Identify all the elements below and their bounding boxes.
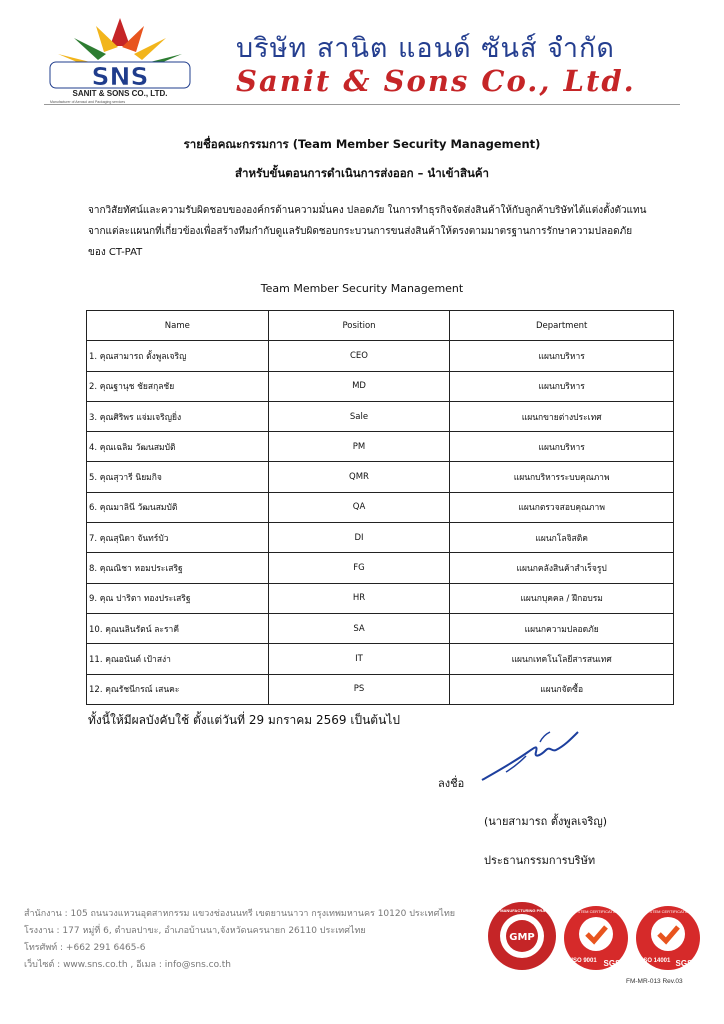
iso-9001-badge bbox=[562, 904, 630, 972]
footer-factory: โรงงาน : 177 หมู่ที่ 6, ตำบลปาขะ, อำเภอบ้านนา,จังหวัดนครนายก 26110 ประเทศไทย bbox=[24, 926, 366, 936]
table-row bbox=[87, 583, 674, 613]
company-name-en: Sanit & Sons Co., Ltd. bbox=[236, 64, 636, 98]
company-logo bbox=[44, 14, 196, 104]
member-department: แผนกบริหารระบบคุณภาพ bbox=[450, 462, 674, 492]
svg-text:ISO 9001: ISO 9001 bbox=[571, 958, 597, 964]
member-department: แผนกเทคโนโลยีสารสนเทศ bbox=[450, 644, 674, 674]
member-name: 5. คุณสุวารี นิยมกิจ bbox=[87, 462, 269, 492]
table-row bbox=[87, 553, 674, 583]
svg-text:SYSTEM CERTIFICATION: SYSTEM CERTIFICATION bbox=[572, 909, 620, 914]
member-position: Sale bbox=[268, 401, 450, 431]
table-row bbox=[87, 401, 674, 431]
intro-line: จากแต่ละแผนกที่เกี่ยวข้องเพื่อสร้างทีมกำกับดูแลรับผิดชอบกระบวนการขนส่งสินค้าให้ตรงตามมาตรฐานการรักษาความปลอดภัย bbox=[88, 226, 633, 237]
svg-text:GOOD MANUFACTURING PRACTICE: GOOD MANUFACTURING PRACTICE bbox=[486, 908, 558, 913]
svg-text:ISO 14001: ISO 14001 bbox=[641, 958, 671, 964]
header-name: Name bbox=[87, 311, 269, 341]
member-department: แผนกบริหาร bbox=[450, 341, 674, 371]
table-row bbox=[87, 492, 674, 522]
intro-line: ของ CT-PAT bbox=[88, 247, 143, 258]
member-position: PS bbox=[268, 674, 450, 704]
sign-label: ลงชื่อ bbox=[438, 777, 465, 790]
letterhead bbox=[0, 0, 724, 112]
member-position: QMR bbox=[268, 462, 450, 492]
member-name: 12. คุณรัชนีกรณ์ เสนคะ bbox=[87, 674, 269, 704]
member-department: แผนกบริหาร bbox=[450, 371, 674, 401]
header-position: Position bbox=[268, 311, 450, 341]
header-divider bbox=[44, 104, 680, 105]
document-subtitle: สำหรับขั้นตอนการดำเนินการส่งออก – นำเข้าสินค้า bbox=[234, 166, 490, 180]
member-name: 11. คุณอนันต์ เป้าสง่า bbox=[87, 644, 269, 674]
svg-text:SANIT & SONS CO., LTD.: SANIT & SONS CO., LTD. bbox=[72, 89, 168, 98]
member-position: SA bbox=[268, 613, 450, 643]
svg-text:SGS: SGS bbox=[675, 959, 693, 968]
signer-name: (นายสามารถ ตั้งพูลเจริญ) bbox=[484, 815, 608, 828]
logo-tagline: Manufacturer of Aerosol and Packaging services bbox=[50, 100, 126, 104]
logo-graphic bbox=[44, 14, 196, 98]
effective-statement: ทั้งนี้ให้มีผลบังคับใช้ ตั้งแต่วันที่ 29 มกราคม 2569 เป็นต้นไป bbox=[88, 713, 400, 727]
footer-address bbox=[24, 906, 455, 974]
table-row bbox=[87, 462, 674, 492]
member-position: HR bbox=[268, 583, 450, 613]
table-row bbox=[87, 613, 674, 643]
document-title: รายชื่อคณะกรรมการ (Team Member Security Management) bbox=[183, 137, 541, 151]
member-department: แผนกตรวจสอบคุณภาพ bbox=[450, 492, 674, 522]
svg-text:SNS: SNS bbox=[91, 62, 149, 91]
table-row bbox=[87, 341, 674, 371]
member-department: แผนกโลจิสติค bbox=[450, 523, 674, 553]
intro-paragraph bbox=[88, 200, 684, 263]
member-name: 8. คุณณิชา หอมประเสริฐ bbox=[87, 553, 269, 583]
signature-image bbox=[476, 722, 582, 784]
member-name: 4. คุณเฉลิม วัฒนสมบัติ bbox=[87, 432, 269, 462]
intro-line: จากวิสัยทัศน์และความรับผิดชอบขององค์กรด้านความมั่นคง ปลอดภัย ในการทำธุรกิจจัดส่งสินค้าให้กับลูกค้าบริษัทได้แต่งตั้งตัวแทน bbox=[88, 205, 647, 216]
member-name: 7. คุณสุนิดา จันทร์บัว bbox=[87, 523, 269, 553]
member-department: แผนกขายต่างประเทศ bbox=[450, 401, 674, 431]
form-code: FM-MR-013 Rev.03 bbox=[626, 978, 683, 985]
member-name: 2. คุณฐานุช ชัยสกุลชัย bbox=[87, 371, 269, 401]
member-name: 3. คุณศิริพร แจ่มเจริญยิ่ง bbox=[87, 401, 269, 431]
svg-text:GMP: GMP bbox=[509, 932, 535, 943]
member-position: QA bbox=[268, 492, 450, 522]
signer-title: ประธานกรรมการบริษัท bbox=[484, 854, 596, 867]
member-position: CEO bbox=[268, 341, 450, 371]
member-position: FG bbox=[268, 553, 450, 583]
table-row bbox=[87, 371, 674, 401]
member-department: แผนกความปลอดภัย bbox=[450, 613, 674, 643]
member-department: แผนกบริหาร bbox=[450, 432, 674, 462]
member-position: DI bbox=[268, 523, 450, 553]
member-position: PM bbox=[268, 432, 450, 462]
iso-14001-badge bbox=[634, 904, 702, 972]
member-department: แผนกคลังสินค้าสำเร็จรูป bbox=[450, 553, 674, 583]
table-row bbox=[87, 674, 674, 704]
table-row bbox=[87, 432, 674, 462]
footer-web: เว็บไซต์ : www.sns.co.th , อีเมล : info@sns.co.th bbox=[24, 960, 232, 970]
members-table bbox=[86, 310, 674, 705]
company-name-th: บริษัท สานิต แอนด์ ซันส์ จำกัด bbox=[236, 33, 615, 64]
member-department: แผนกจัดซื้อ bbox=[450, 674, 674, 704]
member-position: MD bbox=[268, 371, 450, 401]
member-name: 6. คุณมาลินี วัฒนสมบัติ bbox=[87, 492, 269, 522]
member-name: 9. คุณ ปาริตา ทองประเสริฐ bbox=[87, 583, 269, 613]
member-name: 1. คุณสามารถ ตั้งพูลเจริญ bbox=[87, 341, 269, 371]
gmp-badge bbox=[486, 900, 558, 972]
member-department: แผนกบุคคล / ฝึกอบรม bbox=[450, 583, 674, 613]
footer-phone: โทรศัพท์ : +662 291 6465-6 bbox=[24, 943, 146, 953]
svg-text:SGS: SGS bbox=[603, 959, 621, 968]
header-department: Department bbox=[450, 311, 674, 341]
footer-office: สำนักงาน : 105 ถนนวงแหวนอุตสาหกรรม แขวงช่องนนทรี เขตยานนาวา กรุงเทพมหานคร 10120 ประเทศไทย bbox=[24, 909, 456, 919]
table-title: Team Member Security Management bbox=[260, 282, 464, 295]
svg-text:SYSTEM CERTIFICATION: SYSTEM CERTIFICATION bbox=[644, 909, 692, 914]
member-position: IT bbox=[268, 644, 450, 674]
table-row bbox=[87, 523, 674, 553]
member-name: 10. คุณนลินรัตน์ ละราคี bbox=[87, 613, 269, 643]
table-header-row bbox=[87, 311, 674, 341]
table-row bbox=[87, 644, 674, 674]
